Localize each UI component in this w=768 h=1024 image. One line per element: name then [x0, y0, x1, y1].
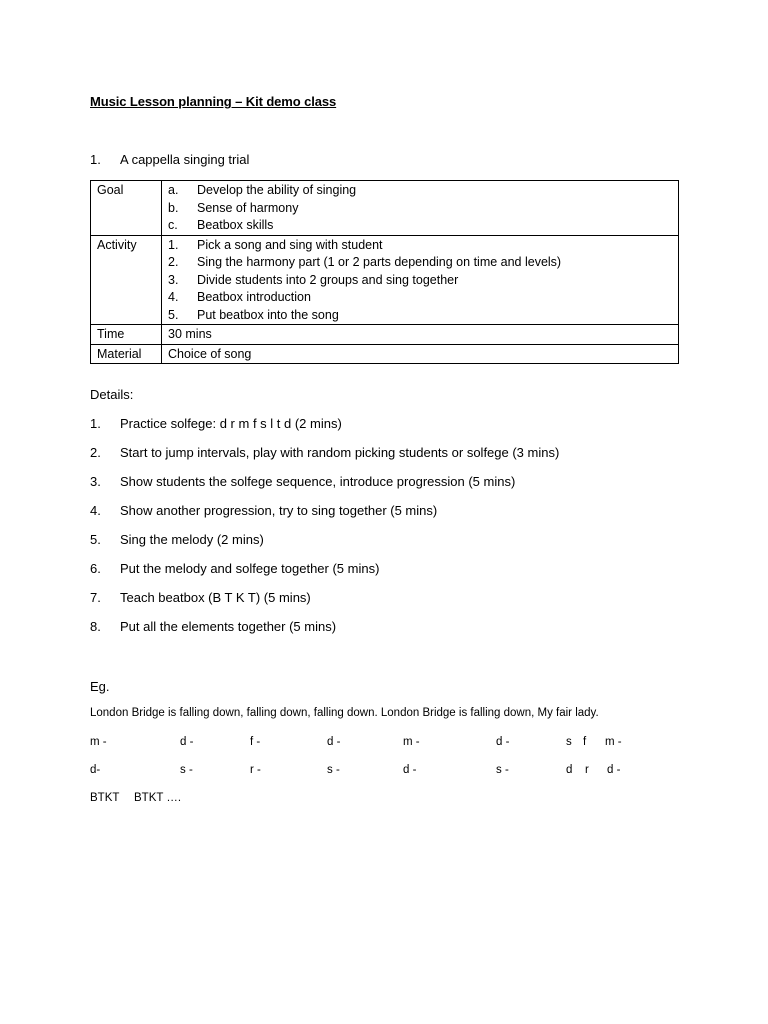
list-item-number: 4. — [90, 503, 101, 518]
activity-item — [168, 272, 672, 290]
activity-item — [168, 254, 672, 272]
list-item-text: Put the melody and solfege together (5 mins) — [120, 561, 380, 576]
list-item — [90, 473, 559, 502]
solfege-syllable: d - — [180, 736, 194, 748]
table-row-time — [91, 325, 679, 345]
list-item-text: Show another progression, try to sing together (5 mins) — [120, 503, 438, 518]
lesson-plan-table — [90, 180, 679, 364]
solfege-syllable: m - — [90, 736, 107, 748]
solfege-syllable: r — [585, 764, 589, 776]
solfege-syllable: f — [583, 736, 587, 748]
goal-item-text: Sense of harmony — [197, 200, 299, 215]
solfege-syllable: s - — [327, 764, 340, 776]
list-item-text: Teach beatbox (B T K T) (5 mins) — [120, 590, 311, 605]
activity-label-cell — [91, 235, 162, 325]
list-item-number: 2. — [90, 445, 101, 460]
goal-item-text: Develop the ability of singing — [197, 183, 357, 197]
solfege-syllable: m - — [605, 736, 622, 748]
list-item — [90, 502, 559, 531]
time-value-cell — [162, 325, 679, 345]
activity-label: Activity — [97, 237, 137, 252]
goal-label: Goal — [97, 183, 124, 197]
example-lyric: London Bridge is falling down, falling down, falling down. London Bridge is falling down, My fair lady. — [90, 707, 599, 719]
activity-item-text: Sing the harmony part (1 or 2 parts depending on time and levels) — [197, 255, 562, 269]
solfege-syllable: d - — [607, 764, 621, 776]
solfege-syllable: d - — [327, 736, 341, 748]
material-value: Choice of song — [168, 346, 252, 361]
table-row-goal — [91, 181, 679, 236]
solfege-row-2 — [0, 764, 768, 782]
beatbox-pattern: BTKT …. — [134, 792, 182, 804]
activity-item-marker: 1. — [168, 237, 179, 252]
list-item-number: 7. — [90, 590, 101, 605]
list-item-number: 5. — [90, 532, 101, 547]
activity-item-marker: 2. — [168, 255, 179, 269]
solfege-syllable: m - — [403, 736, 420, 748]
section-heading — [90, 152, 249, 167]
list-item-text: Practice solfege: d r m f s l t d (2 mins) — [120, 416, 342, 431]
list-item-text: Start to jump intervals, play with random picking students or solfege (3 mins) — [120, 445, 560, 460]
list-item — [90, 531, 559, 560]
list-item-number: 8. — [90, 619, 101, 634]
material-label: Material — [97, 346, 142, 361]
goal-item-marker: b. — [168, 200, 179, 215]
goal-content-cell — [162, 181, 679, 236]
goal-item-marker: c. — [168, 218, 178, 232]
material-value-cell — [162, 344, 679, 364]
solfege-syllable: r - — [250, 764, 261, 776]
activity-item-text: Pick a song and sing with student — [197, 237, 383, 252]
page-title: Music Lesson planning – Kit demo class — [90, 94, 337, 109]
list-item-text: Sing the melody (2 mins) — [120, 532, 264, 547]
activity-item-marker: 4. — [168, 290, 179, 304]
activity-item — [168, 307, 672, 325]
solfege-syllable: f - — [250, 736, 261, 748]
solfege-syllable: d- — [90, 764, 101, 776]
list-item-number: 6. — [90, 561, 101, 576]
time-label: Time — [97, 327, 125, 341]
beatbox-pattern: BTKT — [90, 792, 120, 804]
list-item — [90, 444, 559, 473]
time-value: 30 mins — [168, 327, 212, 341]
activity-content-cell — [162, 235, 679, 325]
solfege-row-1 — [0, 736, 768, 754]
list-item-number: 3. — [90, 474, 101, 489]
details-heading: Details: — [90, 387, 134, 402]
solfege-syllable: s - — [496, 764, 509, 776]
activity-item-text: Put beatbox into the song — [197, 307, 339, 322]
example-label: Eg. — [90, 679, 110, 694]
goal-item-text: Beatbox skills — [197, 218, 274, 232]
solfege-syllable: s - — [180, 764, 193, 776]
list-item — [90, 618, 559, 647]
activity-item — [168, 289, 672, 307]
goal-item — [168, 200, 672, 218]
activity-item-marker: 5. — [168, 307, 179, 322]
list-item-text: Put all the elements together (5 mins) — [120, 619, 337, 634]
solfege-syllable: d - — [496, 736, 510, 748]
goal-item-marker: a. — [168, 183, 179, 197]
time-label-cell — [91, 325, 162, 345]
solfege-syllable: d - — [403, 764, 417, 776]
activity-item-marker: 3. — [168, 272, 179, 287]
table-row-activity — [91, 235, 679, 325]
activity-item-text: Beatbox introduction — [197, 290, 311, 304]
list-item — [90, 560, 559, 589]
solfege-syllable: s — [566, 736, 572, 748]
goal-label-cell — [91, 181, 162, 236]
activity-item — [168, 237, 672, 255]
goal-item — [168, 217, 672, 235]
list-item — [90, 589, 559, 618]
section-number: 1. — [90, 152, 101, 167]
material-label-cell — [91, 344, 162, 364]
list-item-number: 1. — [90, 416, 101, 431]
table-row-material — [91, 344, 679, 364]
details-list — [90, 415, 559, 647]
list-item — [90, 415, 559, 444]
activity-item-text: Divide students into 2 groups and sing together — [197, 272, 459, 287]
goal-item — [168, 182, 672, 200]
list-item-text: Show students the solfege sequence, introduce progression (5 mins) — [120, 474, 516, 489]
solfege-syllable: d — [566, 764, 573, 776]
section-label: A cappella singing trial — [120, 152, 250, 167]
